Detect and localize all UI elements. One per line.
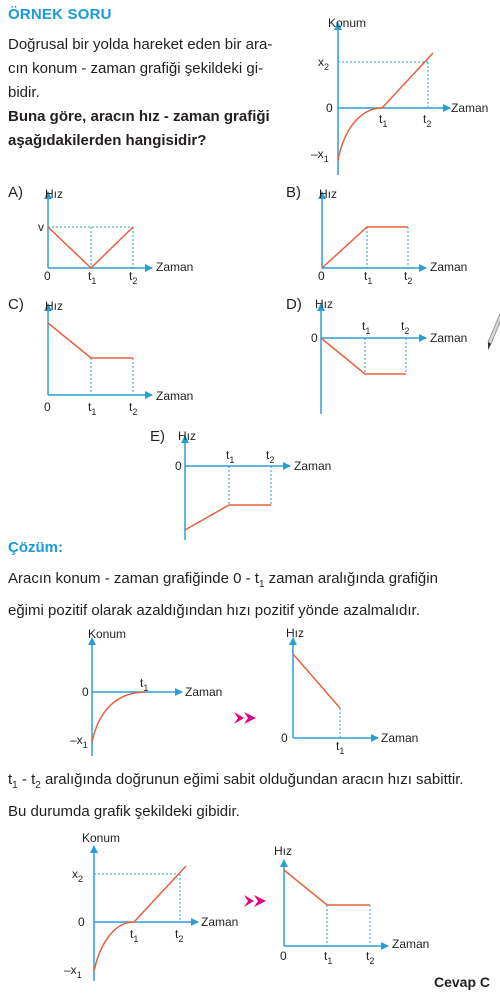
position-time-graph [300, 15, 500, 175]
svg-text:t2: $t_2$ [423, 112, 432, 129]
axis-label-hiz: Hız [178, 429, 196, 443]
option-c-label[interactable]: C) [8, 296, 24, 313]
axis-label-zaman: Zaman [156, 260, 194, 274]
question-line: Doğrusal bir yolda hareket eden bir ara- [8, 36, 273, 53]
solution-title: Çözüm: [8, 539, 63, 556]
question-text [8, 33, 290, 153]
svg-text:t1: $t_1$ [88, 269, 97, 286]
svg-text:t1: $t_1$ [364, 269, 373, 286]
option-a-label[interactable]: A) [8, 184, 23, 201]
option-d-label[interactable]: D) [286, 296, 302, 313]
t1-label: t [364, 269, 368, 283]
t2-label: t [366, 949, 370, 963]
t1-label: t [226, 448, 230, 462]
option-e-label[interactable]: E) [150, 428, 165, 445]
t1-label: t [379, 112, 383, 126]
axis-label-konum: Konum [88, 627, 127, 641]
svg-text:t1: $t_1$ [88, 400, 97, 417]
axis-label-hiz: Hız [286, 626, 304, 640]
origin-label: 0 [175, 459, 182, 473]
axis-label-konum: Konum [82, 831, 121, 845]
axis-label-hiz: Hız [274, 844, 292, 858]
solution-velocity-graph-1 [276, 622, 496, 762]
axis-label-hiz: Hız [45, 187, 63, 201]
origin-label: 0 [281, 731, 288, 745]
origin-label: 0 [82, 685, 89, 699]
svg-text:x2: $x_2$ [72, 867, 84, 884]
t2-label: t [129, 269, 133, 283]
origin-label: 0 [280, 949, 287, 963]
svg-text:x2: $x_2$ [318, 55, 330, 72]
svg-text:t1: $t_1$ [226, 448, 235, 465]
option-b-graph[interactable] [304, 180, 500, 290]
axis-label-zaman: Zaman [430, 331, 468, 345]
t2-label: t [404, 269, 408, 283]
t2-label: t [423, 112, 427, 126]
solution-velocity-graph-2 [268, 842, 496, 972]
axis-label-hiz: Hız [319, 187, 337, 201]
svg-text:t1: $t_1$ [379, 112, 388, 129]
solution-paragraph-2: $t_1 - t_2$ aralığında doğrunun eğimi sabit olduğundan aracın hızı sabittir. Bu durumda grafik şekildeki gibidir. [8, 771, 464, 820]
svg-text:t2: $t_2$ [401, 319, 410, 336]
t2-label: t [129, 400, 133, 414]
option-d-graph[interactable] [304, 292, 494, 418]
axis-label-zaman: Zaman [185, 685, 223, 699]
t1-label: t [130, 927, 134, 941]
x2-label: x [318, 55, 324, 69]
option-a-graph[interactable] [30, 180, 230, 290]
svg-text:t1: $t_1$ [130, 927, 139, 944]
origin-label: 0 [44, 269, 51, 283]
origin-label: 0 [318, 269, 325, 283]
x2-label: x [72, 867, 78, 881]
solution-position-graph-1 [64, 620, 254, 760]
axis-label-zaman: Zaman [294, 459, 332, 473]
svg-text:t1: $t_1$ [362, 319, 371, 336]
implies-arrow-icon [234, 711, 264, 725]
axis-label-zaman: Zaman [451, 101, 489, 115]
axis-label-zaman: Zaman [381, 731, 419, 745]
neg-x1-label: –x [311, 147, 324, 161]
t2-label: t [266, 448, 270, 462]
t2-label: t [175, 927, 179, 941]
question-line: bidir. [8, 84, 40, 101]
axis-label-zaman: Zaman [392, 937, 430, 951]
pen-icon [488, 314, 500, 352]
axis-label-konum: Konum [328, 16, 367, 30]
svg-text:t2: $t_2$ [129, 269, 138, 286]
question-prompt-line: aşağıdakilerden hangisidir? [8, 132, 207, 149]
solution-position-graph-2 [58, 826, 258, 986]
example-question-title: ÖRNEK SORU [8, 6, 112, 23]
axis-label-zaman: Zaman [201, 915, 239, 929]
axis-label-zaman: Zaman [156, 389, 194, 403]
svg-text:–x1: $-x_1$ [70, 733, 88, 750]
origin-label: 0 [326, 101, 333, 115]
origin-label: 0 [78, 915, 85, 929]
t1-label: t [140, 676, 144, 690]
question-prompt-line: Buna göre, aracın hız - zaman grafiği [8, 108, 270, 125]
neg-x1-label: –x [64, 963, 77, 977]
axis-label-hiz: Hız [315, 297, 333, 311]
axis-label-hiz: Hız [45, 299, 63, 313]
t1-label: t [88, 400, 92, 414]
svg-text:t2: $t_2$ [129, 400, 138, 417]
svg-text:–x1: $-x_1$ [64, 963, 82, 980]
option-b-label[interactable]: B) [286, 184, 301, 201]
svg-text:t1: $t_1$ [324, 949, 333, 966]
axis-label-zaman: Zaman [430, 260, 468, 274]
t1-label: t [336, 739, 340, 753]
svg-text:t1: $t_1$ [140, 676, 149, 693]
solution-paragraph-1: Aracın konum - zaman grafiğinde $0 - t_1$ zaman aralığında grafiğin eğimi pozitif olarak azaldığından hızı pozitif yönde azalmalıdır. [8, 570, 438, 619]
svg-text:t2: $t_2$ [266, 448, 275, 465]
t1-label: t [88, 269, 92, 283]
svg-text:t2: $t_2$ [366, 949, 375, 966]
svg-text:t1: $t_1$ [336, 739, 345, 756]
t2-label: t [401, 319, 405, 333]
neg-x1-label: –x [70, 733, 83, 747]
origin-label: 0 [44, 400, 51, 414]
svg-text:–x1: $-x_1$ [311, 147, 329, 164]
v-label: v [38, 220, 44, 234]
t1-label: t [362, 319, 366, 333]
answer-label: Cevap C [433, 974, 490, 990]
origin-label: 0 [311, 331, 318, 345]
svg-text:t2: $t_2$ [175, 927, 184, 944]
svg-text:t2: $t_2$ [404, 269, 413, 286]
option-e-graph[interactable] [168, 424, 368, 544]
t1-label: t [324, 949, 328, 963]
option-c-graph[interactable] [30, 292, 230, 418]
question-line: cın konum - zaman grafiği şekildeki gi- [8, 60, 264, 77]
